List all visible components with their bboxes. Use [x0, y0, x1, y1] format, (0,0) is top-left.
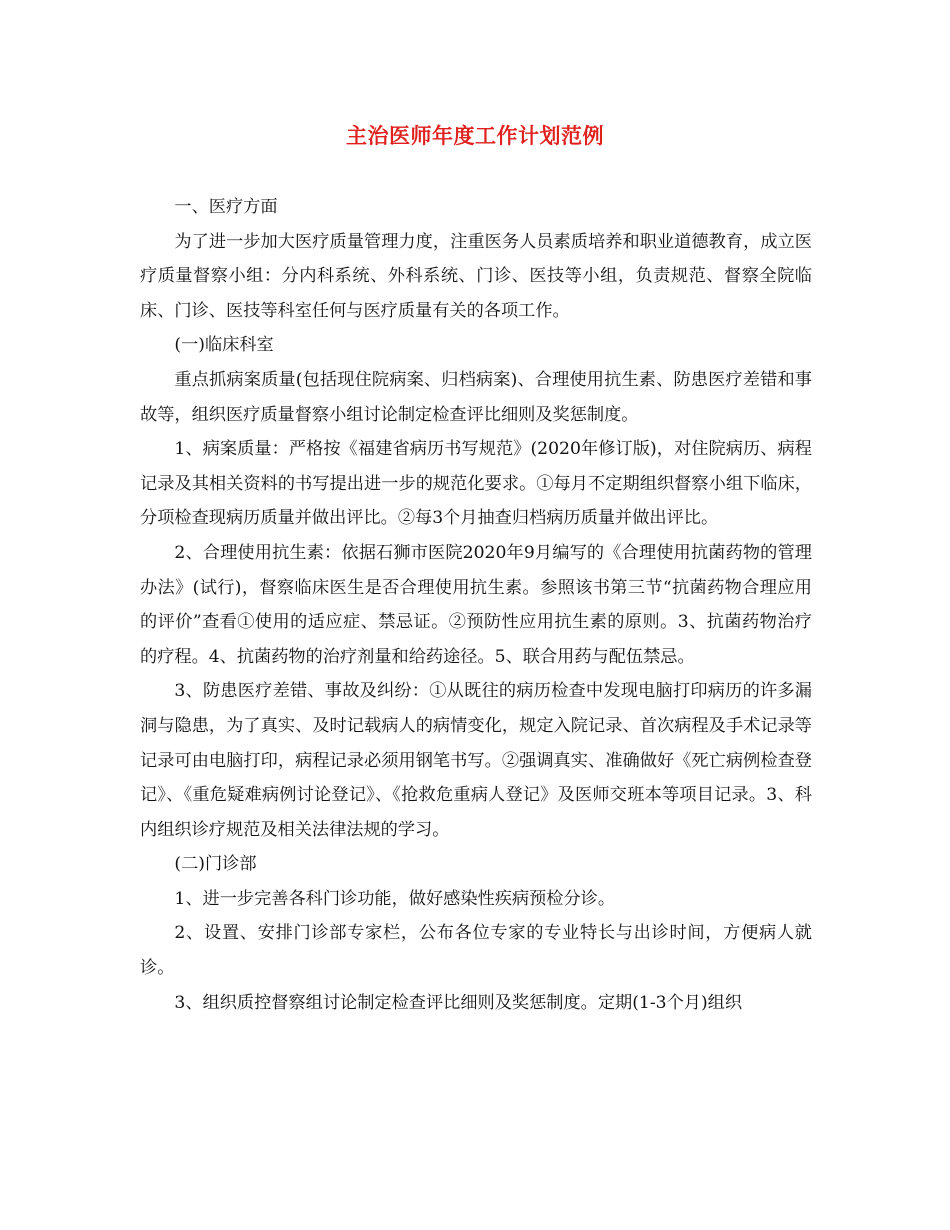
- paragraph-outpatient-3: 3、组织质控督察组讨论制定检查评比细则及奖惩制度。定期(1-3个月)组织: [174, 992, 743, 1013]
- paragraph-error-prevention: 3、防患医疗差错、事故及纠纷：①从既往的病历检查中发现电脑打印病历的许多漏洞与隐患，为了真实、及时记载病人的病情变化，规定入院记录、首次病程及手术记录等记录可由电脑打印，病程记录必须用钢笔书写。②强调真实、准确做好《死亡病例检查登记》、《重危疑难病例讨论登记》、《抢救危重病人登记》及医师交班本等项目记录。3、科内组织诊疗规范及相关法律法规的学习。: [140, 681, 812, 840]
- subsection-heading-clinical: (一)临床科室: [174, 335, 274, 356]
- paragraph-case-quality: 1、病案质量：严格按《福建省病历书写规范》(2020年修订版)，对住院病历、病程记录及其相关资料的书写提出进一步的规范化要求。①每月不定期组织督察小组下临床，分项检查现病历质量并做出评比。②每3个月抽查归档病历质量并做出评比。: [140, 439, 812, 529]
- section-heading-medical: 一、医疗方面: [174, 197, 278, 217]
- paragraph-outpatient-2: 2、设置、安排门诊部专家栏，公布各位专家的专业特长与出诊时间，方便病人就诊。: [140, 923, 812, 979]
- paragraph-antibiotics: 2、合理使用抗生素：依据石狮市医院2020年9月编写的《合理使用抗菌药物的管理办法》(试行)，督察临床医生是否合理使用抗生素。参照该书第三节“抗菌药物合理应用的评价”查看①使用的适应症、禁忌证。②预防性应用抗生素的原则。3、抗菌药物治疗的疗程。4、抗菌药物的治疗剂量和给药途径。5、联合用药与配伍禁忌。: [140, 542, 812, 667]
- paragraph-outpatient-1: 1、进一步完善各科门诊功能，做好感染性疾病预检分诊。: [174, 888, 616, 909]
- paragraph-intro: 为了进一步加大医疗质量管理力度，注重医务人员素质培养和职业道德教育，成立医疗质量督察小组：分内科系统、外科系统、门诊、医技等小组，负责规范、督察全院临床、门诊、医技等科室任何与医疗质量有关的各项工作。: [140, 231, 812, 321]
- document-title: 主治医师年度工作计划范例: [346, 124, 604, 148]
- paragraph-clinical-focus: 重点抓病案质量(包括现住院病案、归档病案)、合理使用抗生素、防患医疗差错和事故等，组织医疗质量督察小组讨论制定检查评比细则及奖惩制度。: [140, 369, 812, 425]
- subsection-heading-outpatient: (二)门诊部: [174, 854, 257, 875]
- document-body: [140, 190, 812, 1020]
